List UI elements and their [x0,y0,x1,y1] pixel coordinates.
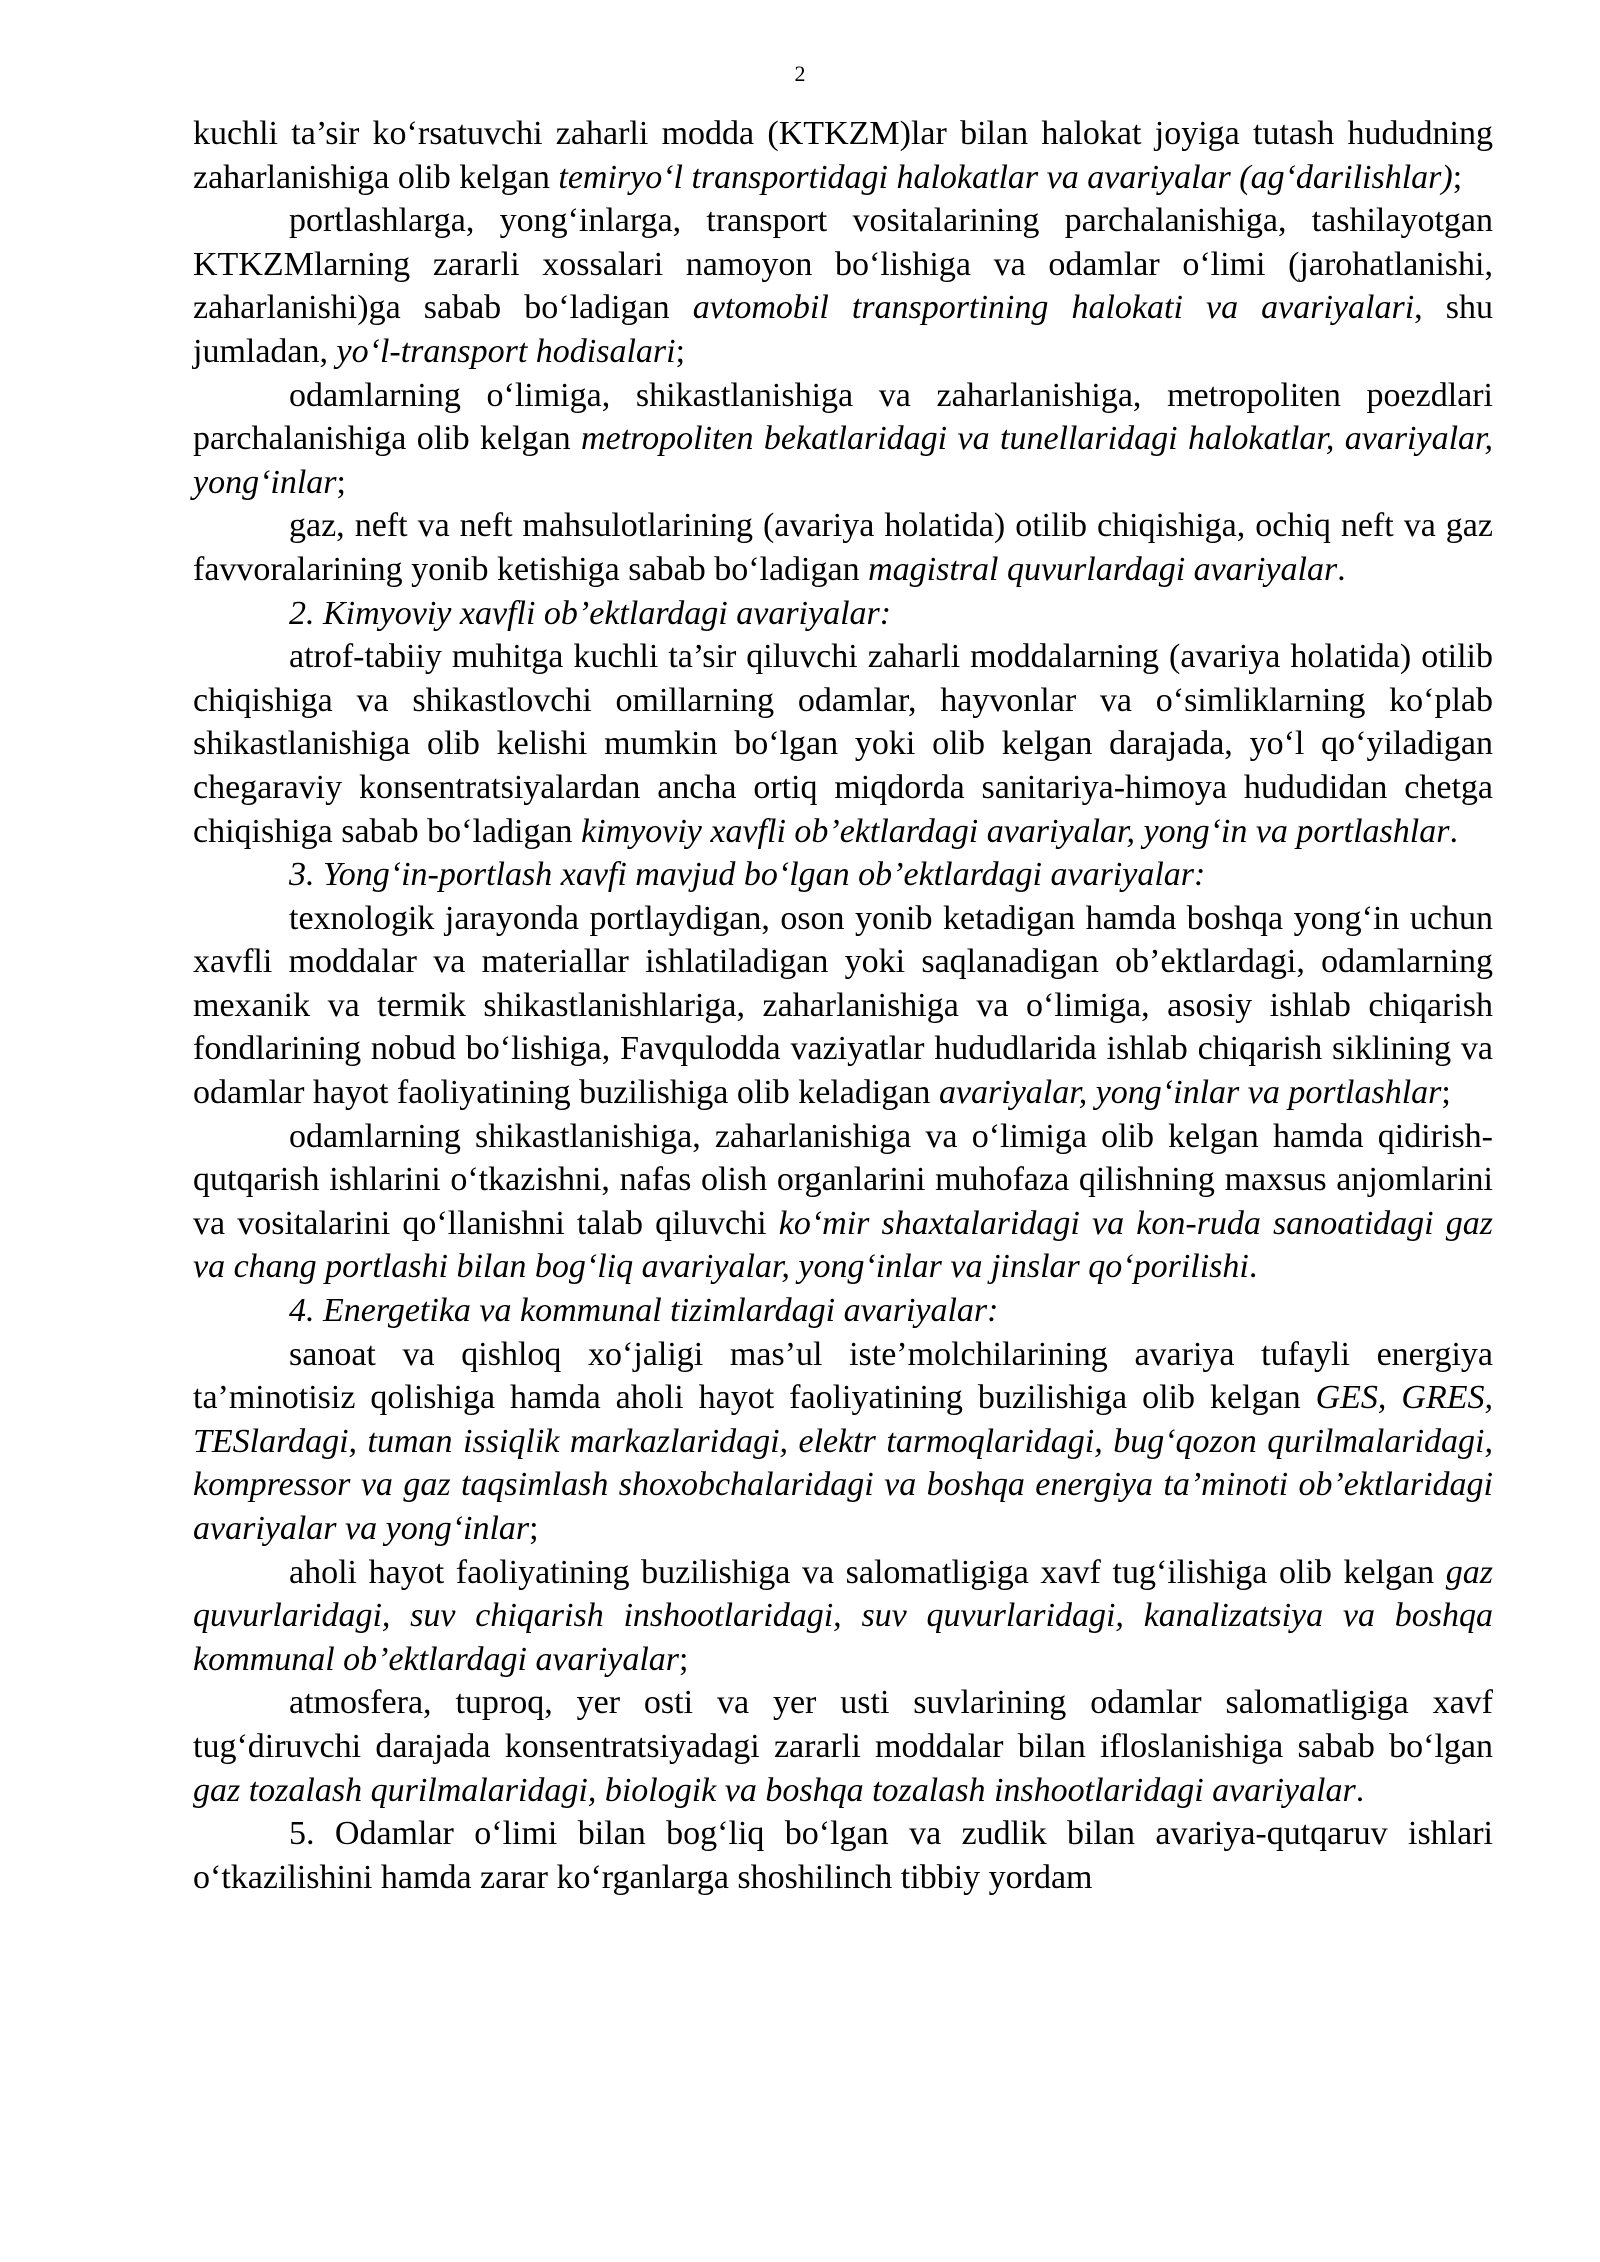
text-segment: texnologik jarayonda portlaydigan, oson yonib ketadigan hamda boshqa yong‘in uchun xavfli moddalar va materiallar ishlatiladigan yoki saqlanadigan ob’ektlardagi, odamlarning mexanik va termik shikastlanishlariga, zaharlanishiga va o‘limiga, asosiy ishlab chiqarish fondlarining nobud bo‘lishiga, Favqulodda vaziyatlar hududlarida ishlab chiqarish siklining va odamlar hayot faoliyatining buzilishiga olib keladigan [193,899,1493,1112]
text-segment: . [1337,550,1346,588]
paragraph [193,374,1493,505]
paragraph [193,504,1493,591]
text-segment: portlashlarga, yong‘inlarga, transport vositalarining parchalanishiga, tashilayotgan KTKZMlarning zararli xossalari namoyon bo‘lishiga va odamlar o‘limi (jarohatlanishi, zaharlanishi)ga sabab bo‘ladigan [193,202,1493,327]
text-segment: . [1449,812,1458,850]
italic-text-segment: avariyalar, yong‘inlar va portlashlar [938,1074,1442,1112]
paragraph [193,592,1493,636]
text-segment: , shu jumladan, [193,289,1494,370]
text-segment: . [1355,1771,1365,1809]
italic-text-segment: yo‘l-transport hodisalari [336,332,676,370]
text-segment: ; [336,463,346,501]
italic-text-segment: temiryo‘l transportidagi halokatlar va avariyalar (ag‘darilishlar) [558,158,1453,196]
italic-text-segment: ko‘mir shaxtalaridagi va kon-ruda sanoatidagi gaz va chang portlashi bilan bog‘liq avariyalar, yong‘inlar va jinslar qo‘porilishi [193,1204,1493,1286]
text-segment: ; [679,1640,689,1678]
text-segment: gaz, neft va neft mahsulotlarining (avariya holatida) otilib chiqishiga, ochiq neft va gaz favvoralarining yonib ketishiga sabab bo‘ladigan [193,507,1493,588]
italic-text-segment: gaz tozalash qurilmalaridagi, biologik va boshqa tozalash inshootlaridagi avariyalar [193,1771,1356,1809]
italic-text-segment: GES, GRES, TESlardagi, tuman issiqlik markazlaridagi, elektr tarmoqlaridagi, bug‘qozon qurilmalaridagi, kompressor va gaz taqsimlash shoxobchalaridagi va boshqa energiya ta’minoti ob’ektlaridagi avariyalar va yong‘inlar [193,1379,1493,1547]
text-segment: ; [1452,158,1463,196]
paragraph [193,1115,1493,1289]
page-number: 2 [794,61,806,86]
paragraph [193,853,1493,897]
italic-text-segment: gaz quvurlaridagi, suv chiqarish inshootlaridagi, suv quvurlaridagi, kanalizatsiya va boshqa kommunal ob’ektlardagi avariyalar [193,1553,1493,1678]
document-body [193,112,1493,1899]
paragraph [193,1681,1493,1812]
paragraph [193,1333,1493,1551]
paragraph [193,897,1493,1115]
italic-text-segment: 4. Energetika va kommunal tizimlardagi avariyalar: [289,1292,999,1330]
text-segment: atrof-tabiiy muhitga kuchli ta’sir qiluvchi zaharli moddalarning (avariya holatida) otilib chiqishiga va shikastlovchi omillarning odamlar, hayvonlar va o‘simliklarning ko‘plab shikastlanishiga olib kelishi mumkin bo‘lgan yoki olib kelgan darajada, yo‘l qo‘yiladigan chegaraviy konsentratsiyalardan ancha ortiq miqdorda sanitariya-himoya hududidan chetga chiqishiga sabab bo‘ladigan [193,638,1493,850]
text-segment: aholi hayot faoliyatining buzilishiga va salomatligiga xavf tug‘ilishiga olib kelgan [289,1553,1446,1591]
paragraph [193,199,1493,373]
text-segment: odamlarning o‘limiga, shikastlanishiga va zaharlanishiga, metropoliten poezdlari parchalanishiga olib kelgan [193,376,1493,458]
text-segment: 5. Odamlar o‘limi bilan bog‘liq bo‘lgan va zudlik bilan avariya-qutqaruv ishlari o‘tkazilishini hamda zarar ko‘rganlarga shoshilinch tibbiy yordam [193,1815,1493,1896]
italic-text-segment: metropoliten bekatlaridagi va tunellaridagi halokatlar, avariyalar, yong‘inlar [193,420,1493,501]
italic-text-segment: magistral quvurlardagi avariyalar [868,550,1338,588]
paragraph [193,112,1493,199]
text-segment: odamlarning shikastlanishiga, zaharlanishiga va o‘limiga olib kelgan hamda qidirish-qutqarish ishlarini o‘tkazishni, nafas olish organlarini muhofaza qilishning maxsus anjomlarini va vositalarini qo‘llanishni talab qiluvchi [193,1117,1493,1242]
text-segment: ; [675,332,686,370]
paragraph [193,1812,1493,1899]
italic-text-segment: avtomobil transportining halokati va avariyalari [692,289,1415,327]
text-segment: ; [529,1510,539,1547]
text-segment: ; [1441,1074,1451,1112]
italic-text-segment: 2. Kimyoviy xavfli ob’ektlardagi avariyalar: [289,594,892,632]
paragraph [193,635,1493,853]
paragraph [193,1289,1493,1333]
text-segment: kuchli ta’sir ko‘rsatuvchi zaharli modda (KTKZM)lar bilan halokat joyiga tutash hududning zaharlanishiga olib kelgan [193,115,1493,196]
text-segment: . [1248,1248,1258,1286]
text-segment: sanoat va qishloq xo‘jaligi mas’ul iste’molchilarining avariya tufayli energiya ta’minotisiz qolishiga hamda aholi hayot faoliyatining buzilishiga olib kelgan [193,1335,1493,1417]
italic-text-segment: kimyoviy xavfli ob’ektlardagi avariyalar, yong‘in va portlashlar [581,812,1450,850]
paragraph [193,1551,1493,1682]
text-segment: atmosfera, tuproq, yer osti va yer usti suvlarining odamlar salomatligiga xavf tug‘diruvchi darajada konsentratsiyadagi zararli moddalar bilan ifloslanishiga sabab bo‘lgan [193,1684,1493,1765]
italic-text-segment: 3. Yong‘in-portlash xavfi mavjud bo‘lgan ob’ektlardagi avariyalar: [289,856,1206,894]
